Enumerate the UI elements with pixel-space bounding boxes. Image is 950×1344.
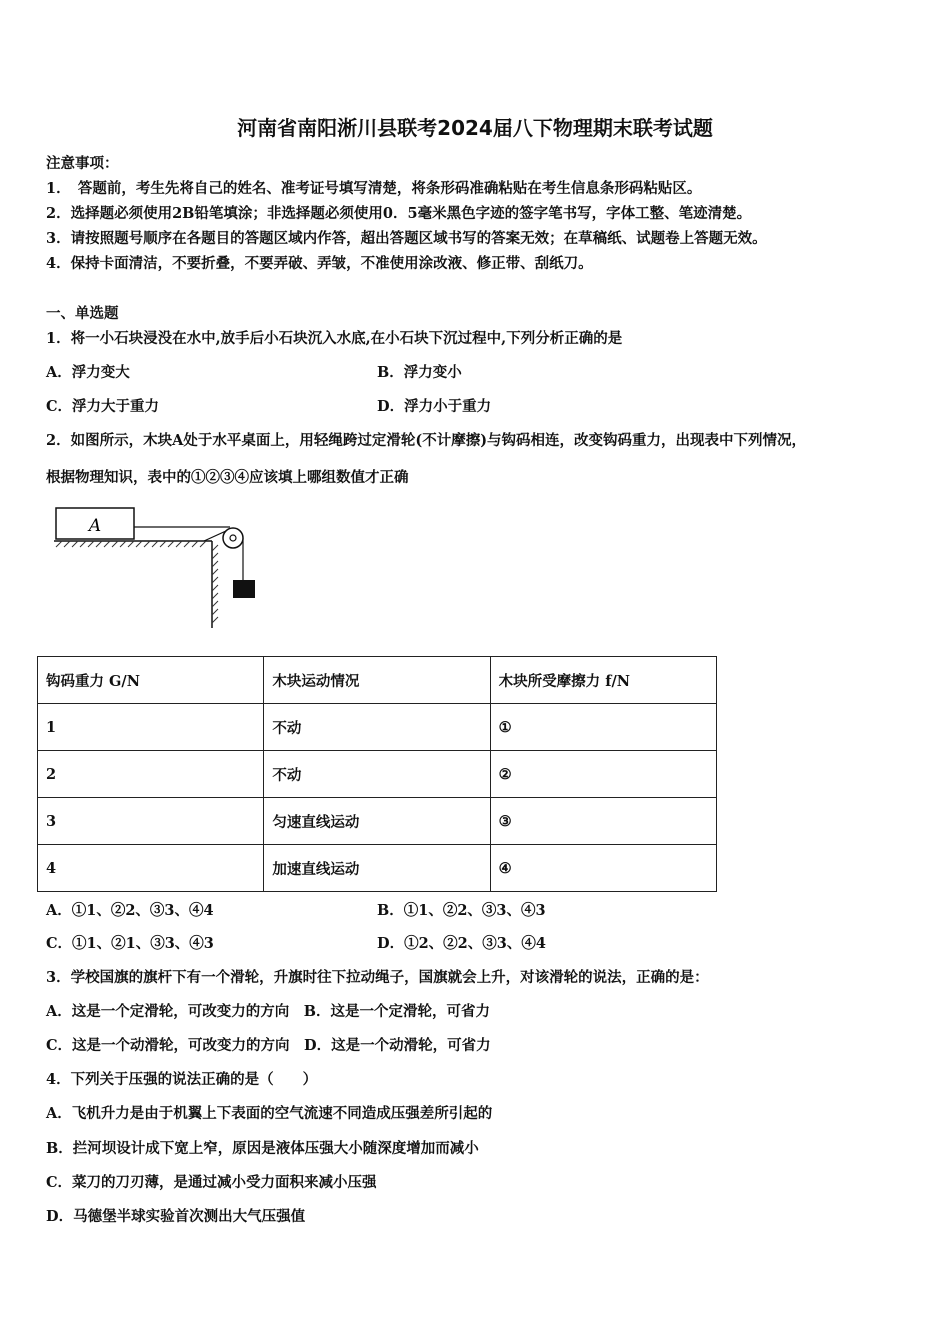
q2-option-a: A．①1、②2、③3、④4 (46, 902, 214, 919)
q1-option-b: B．浮力变小 (377, 364, 462, 381)
table-cell: 不动 (264, 751, 490, 798)
question-2-stem: 2．如图所示，木块A处于水平桌面上，用轻绳跨过定滑轮(不计摩擦)与钩码相连，改变钩码重力，出现表中下列情况， (46, 432, 807, 449)
pulley-diagram (54, 503, 264, 631)
table-hatching (56, 541, 206, 547)
page-title: 河南省南阳淅川县联考2024届八下物理期末联考试题 (237, 116, 713, 140)
section-heading: 一、单选题 (46, 305, 119, 322)
q4-option-a: A．飞机升力是由于机翼上下表面的空气流速不同造成压强差所引起的 (46, 1105, 493, 1122)
question-2-stem-cont: 根据物理知识，表中的①②③④应该填上哪组数值才正确 (46, 469, 409, 486)
table-cell: 不动 (264, 704, 490, 751)
question-4-stem: 4．下列关于压强的说法正确的是（ ） (46, 1071, 318, 1088)
table-row (38, 704, 717, 751)
q1-option-a: A．浮力变大 (46, 364, 130, 381)
q1-option-d: D．浮力小于重力 (377, 398, 492, 415)
q4-option-c: C．菜刀的刀刃薄，是通过减小受力面积来减小压强 (46, 1174, 377, 1191)
q4-option-d: D．马德堡半球实验首次测出大气压强值 (46, 1208, 306, 1225)
table-cell: ④ (490, 845, 716, 892)
table-cell: ① (490, 704, 716, 751)
q2-option-c: C．①1、②1、③3、④3 (46, 935, 214, 952)
table-header: 钩码重力 G/N (38, 657, 264, 704)
question-1-stem: 1．将一小石块浸没在水中,放手后小石块沉入水底,在小石块下沉过程中,下列分析正确的是 (46, 330, 623, 347)
q3-options-ab: A．这是一个定滑轮，可改变力的方向 B．这是一个定滑轮，可省力 (46, 1003, 491, 1020)
table-cell: ② (490, 751, 716, 798)
notice-item: 4．保持卡面清洁，不要折叠，不要弄破、弄皱，不准使用涂改液、修正带、刮纸刀。 (46, 255, 593, 272)
table-header: 木块所受摩擦力 f/N (490, 657, 716, 704)
table-header-row (38, 657, 717, 704)
friction-table (37, 656, 717, 892)
block-a-label: A (88, 516, 102, 536)
q2-option-d: D．①2、②2、③3、④4 (377, 935, 546, 952)
q3-options-cd: C．这是一个动滑轮，可改变力的方向 D．这是一个动滑轮，可省力 (46, 1037, 491, 1054)
question-3-stem: 3．学校国旗的旗杆下有一个滑轮，升旗时往下拉动绳子，国旗就会上升，对该滑轮的说法，正确的是： (46, 969, 709, 986)
notice-item: 1． 答题前，考生先将自己的姓名、准考证号填写清楚，将条形码准确粘贴在考生信息条形码粘贴区。 (46, 180, 702, 197)
table-cell: 4 (38, 845, 264, 892)
table-cell: 匀速直线运动 (264, 798, 490, 845)
q1-option-c: C．浮力大于重力 (46, 398, 160, 415)
table-cell: ③ (490, 798, 716, 845)
table-cell: 1 (38, 704, 264, 751)
notice-item: 3．请按照题号顺序在各题目的答题区域内作答，超出答题区域书写的答案无效；在草稿纸、试题卷上答题无效。 (46, 230, 767, 247)
table-cell: 加速直线运动 (264, 845, 490, 892)
q4-option-b: B．拦河坝设计成下宽上窄，原因是液体压强大小随深度增加而减小 (46, 1140, 479, 1157)
table-header: 木块运动情况 (264, 657, 490, 704)
table-row (38, 751, 717, 798)
table-row (38, 845, 717, 892)
notice-heading: 注意事项： (46, 155, 119, 172)
table-cell: 3 (38, 798, 264, 845)
pulley-axle (230, 535, 236, 541)
notice-item: 2．选择题必须使用2B铅笔填涂；非选择题必须使用0．5毫米黑色字迹的签字笔书写，字体工整、笔迹清楚。 (46, 205, 752, 222)
hook-weight (233, 580, 255, 598)
q2-option-b: B．①1、②2、③3、④3 (377, 902, 546, 919)
table-cell: 2 (38, 751, 264, 798)
edge-hatching (212, 545, 218, 623)
table-row (38, 798, 717, 845)
